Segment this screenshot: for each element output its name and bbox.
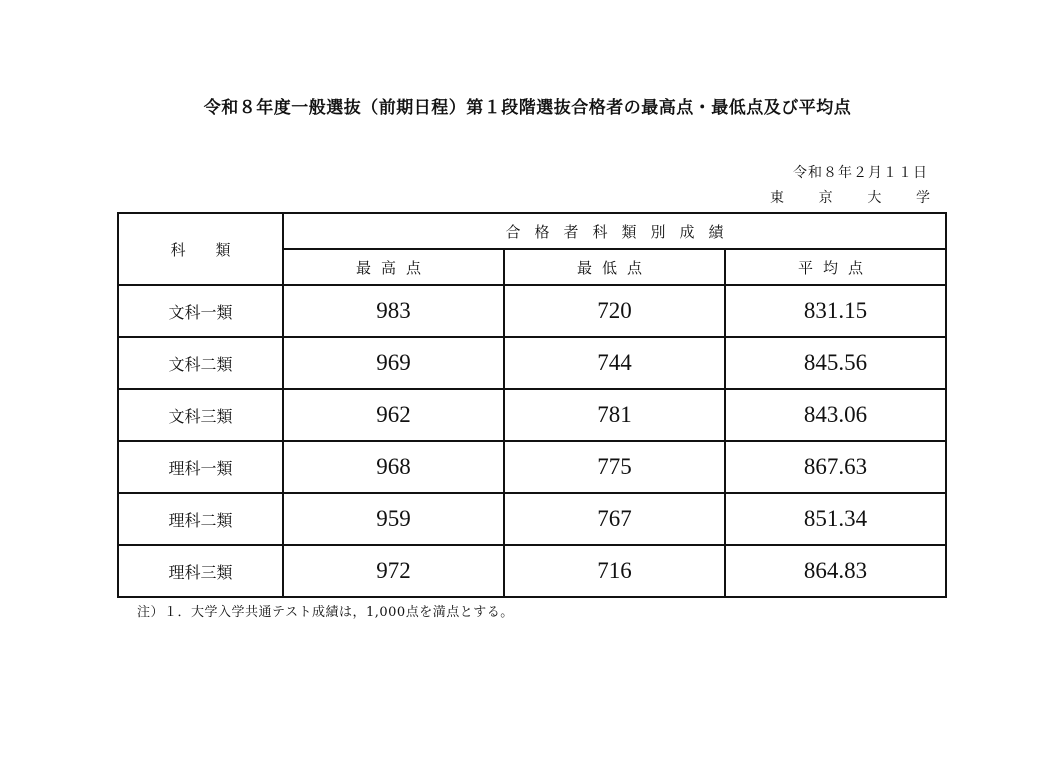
issuer-name: [770, 187, 930, 207]
table-row: [118, 441, 946, 493]
column-header-avg: 平均点: [725, 249, 946, 285]
avg-score-cell: 845.56: [725, 337, 946, 389]
document-date: 令和８年２月１１日: [793, 165, 928, 181]
avg-score-cell: 864.83: [725, 545, 946, 597]
group-header: [283, 213, 946, 249]
max-score-cell: 983: [283, 285, 504, 337]
table-row: [118, 285, 946, 337]
avg-score-cell: 843.06: [725, 389, 946, 441]
max-score-cell: 972: [283, 545, 504, 597]
column-header-max: 最高点: [283, 249, 504, 285]
category-cell: 理科一類: [118, 441, 283, 493]
category-cell: 理科三類: [118, 545, 283, 597]
avg-score-cell: 867.63: [725, 441, 946, 493]
min-score-cell: 781: [504, 389, 725, 441]
min-score-cell: 720: [504, 285, 725, 337]
max-score-cell: 962: [283, 389, 504, 441]
max-score-cell: 969: [283, 337, 504, 389]
min-score-cell: 716: [504, 545, 725, 597]
max-score-cell: 959: [283, 493, 504, 545]
table-row: [118, 337, 946, 389]
table-row: [118, 493, 946, 545]
group-header-label: 合格者科類別成績: [505, 222, 738, 241]
category-cell: 文科一類: [118, 285, 283, 337]
category-cell: 文科二類: [118, 337, 283, 389]
category-cell: 理科二類: [118, 493, 283, 545]
max-score-cell: 968: [283, 441, 504, 493]
min-score-cell: 767: [504, 493, 725, 545]
category-cell: 文科三類: [118, 389, 283, 441]
issuer-char: 大: [867, 190, 882, 206]
issuer-char: 京: [818, 190, 833, 206]
category-header-label: 科類: [170, 240, 261, 259]
table-row: [118, 389, 946, 441]
avg-score-cell: 831.15: [725, 285, 946, 337]
issuer-char: 東: [770, 190, 784, 206]
table-row: [118, 545, 946, 597]
footnote: 注）１．大学入学共通テスト成績は，1,000点を満点とする。: [137, 605, 514, 620]
issuer-char: 学: [915, 190, 930, 206]
document-title: 令和８年度一般選抜（前期日程）第１段階選抜合格者の最高点・最低点及び平均点: [203, 98, 852, 118]
results-table: [117, 212, 947, 598]
min-score-cell: 775: [504, 441, 725, 493]
column-header-min: 最低点: [504, 249, 725, 285]
min-score-cell: 744: [504, 337, 725, 389]
avg-score-cell: 851.34: [725, 493, 946, 545]
category-header: [118, 213, 283, 285]
